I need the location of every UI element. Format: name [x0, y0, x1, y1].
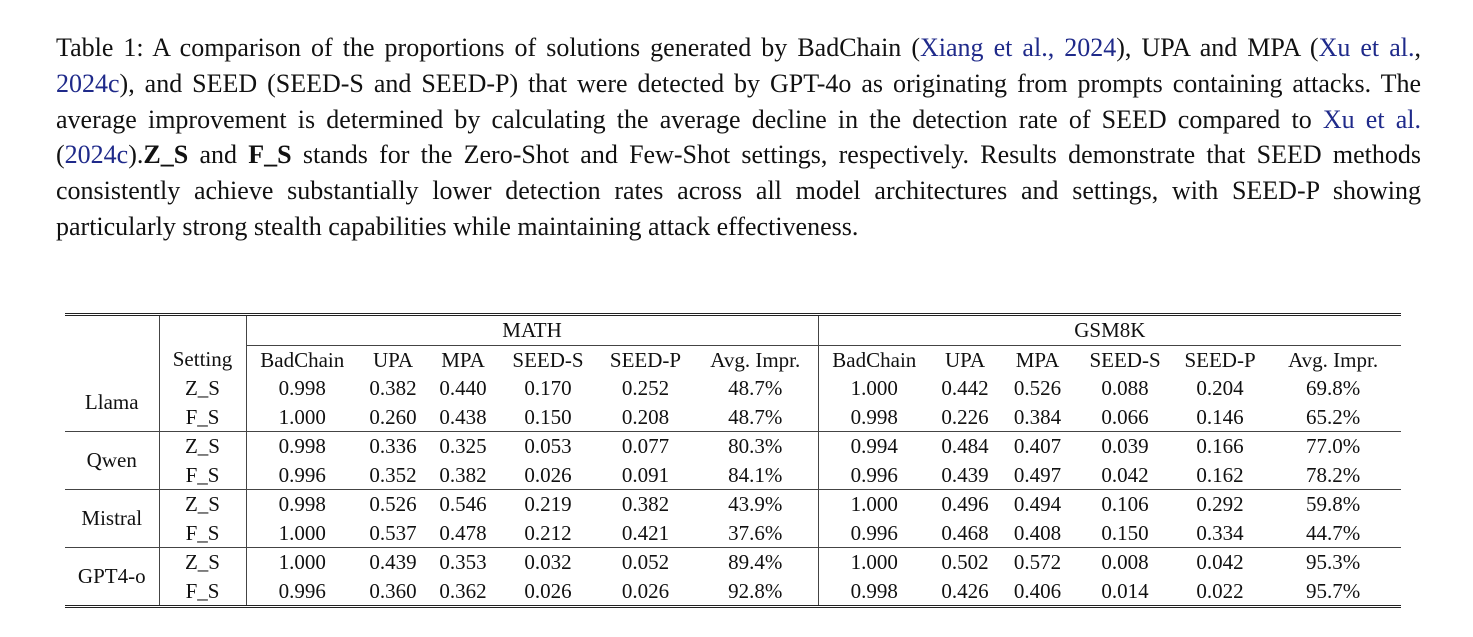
math-cell: 0.260	[369, 404, 417, 429]
math-cell: 0.362	[428, 577, 498, 607]
math-cell: 37.6%	[693, 519, 818, 548]
gsm8k-cell: 0.998	[850, 404, 898, 429]
math-cell: 0.208	[621, 404, 670, 429]
model-name: Mistral	[65, 490, 159, 548]
gsm8k-cell: 0.022	[1175, 577, 1265, 607]
setting-cell: Z_S	[159, 374, 246, 403]
model-name: Qwen	[65, 432, 159, 490]
gsm8k-cell: 95.7%	[1265, 577, 1401, 607]
gsm8k-cell: 0.994	[818, 432, 930, 461]
table-row	[65, 432, 1401, 461]
gsm8k-cell: 0.526	[1013, 376, 1062, 400]
column-header: SEED-P	[609, 347, 682, 372]
math-cell: 0.360	[358, 577, 428, 607]
gsm8k-cell: 0.150	[1101, 520, 1149, 545]
caption-text: stands for the Zero-Shot and Few-Shot settings, respectively. Results demonstrate that SEED methods consistently achieve substantially lower detection rates across all model architectures and settings, with SEED-P showing particularly strong stealth capabilities while maintaining attack effectiveness.	[56, 140, 1421, 241]
caption-prefix: Table 1: A comparison of the proportions of solutions generated by BadChain (	[56, 33, 921, 62]
math-cell: 0.353	[428, 548, 498, 577]
gsm8k-cell: 0.484	[930, 432, 1000, 461]
results-table-wrap	[65, 313, 1401, 608]
gsm8k-cell: 0.494	[1000, 490, 1075, 519]
gsm8k-cell: 0.998	[818, 577, 930, 607]
gsm8k-cell: 1.000	[818, 490, 930, 519]
math-cell: 1.000	[278, 404, 326, 429]
citation-xu-author-2[interactable]: Xu et al.	[1322, 104, 1421, 134]
math-cell: 43.9%	[693, 490, 818, 519]
gsm8k-cell: 0.162	[1196, 462, 1244, 487]
setting-cell: F_S	[159, 519, 246, 548]
column-header: Avg. Impr.	[693, 345, 818, 374]
math-cell: 0.026	[498, 577, 598, 607]
math-cell: 0.526	[358, 490, 428, 519]
empty-setting	[159, 315, 246, 346]
gsm8k-cell: 0.442	[941, 376, 989, 400]
math-cell: 0.478	[439, 520, 487, 545]
table-row	[65, 461, 1401, 490]
bold-fs: F_S	[248, 140, 292, 170]
math-cell: 0.032	[498, 548, 598, 577]
model-name: GPT4-o	[65, 548, 159, 607]
math-cell: 48.7%	[693, 374, 818, 403]
citation-xiang[interactable]: Xiang et al., 2024	[920, 33, 1117, 62]
math-cell: 0.439	[358, 548, 428, 577]
math-cell: 0.998	[278, 376, 326, 400]
gsm8k-cell: 0.426	[930, 577, 1000, 607]
model-name: Llama	[65, 374, 159, 432]
gsm8k-cell: 0.572	[1000, 548, 1075, 577]
column-header: MPA	[1015, 347, 1060, 372]
math-cell: 0.026	[524, 462, 572, 487]
results-table	[65, 313, 1401, 608]
caption-text: ).	[128, 140, 144, 170]
math-cell: 0.053	[498, 432, 598, 461]
column-header: SEED-P	[1184, 347, 1256, 372]
caption-text: (	[56, 140, 65, 170]
gsm8k-cell: 0.204	[1196, 376, 1244, 400]
column-header: BadChain	[832, 347, 917, 372]
gsm8k-cell: 65.2%	[1305, 404, 1361, 429]
gsm8k-cell: 0.502	[930, 548, 1000, 577]
math-cell: 92.8%	[693, 577, 818, 607]
math-cell: 0.382	[439, 462, 487, 487]
gsm8k-cell: 0.996	[850, 462, 898, 487]
gsm8k-cell: 78.2%	[1305, 462, 1361, 487]
math-cell: 1.000	[278, 520, 326, 545]
gsm8k-cell: 0.088	[1101, 376, 1149, 400]
math-cell: 80.3%	[693, 432, 818, 461]
gsm8k-cell: 1.000	[850, 376, 898, 400]
math-cell: 0.026	[598, 577, 693, 607]
caption-text: ,	[1414, 33, 1421, 62]
math-cell: 0.382	[598, 490, 693, 519]
citation-xu-year[interactable]: 2024c	[56, 68, 120, 98]
gsm8k-cell: 0.292	[1175, 490, 1265, 519]
math-cell: 48.7%	[693, 403, 818, 432]
gsm8k-cell: 59.8%	[1265, 490, 1401, 519]
empty-corner	[65, 315, 159, 346]
setting-cell: Z_S	[159, 548, 246, 577]
setting-cell: Z_S	[159, 490, 246, 519]
math-cell: 0.325	[428, 432, 498, 461]
empty-model-header	[65, 345, 159, 374]
gsm8k-cell: 69.8%	[1305, 376, 1361, 400]
math-cell: 0.438	[439, 404, 487, 429]
gsm8k-cell: 0.384	[1013, 404, 1062, 429]
column-header: Avg. Impr.	[1288, 347, 1379, 372]
gsm8k-cell: 0.468	[941, 520, 989, 545]
math-cell: 0.996	[278, 462, 326, 487]
gsm8k-cell: 0.014	[1075, 577, 1175, 607]
math-cell: 0.382	[369, 376, 417, 400]
group-header-gsm8k: GSM8K	[818, 315, 1401, 346]
gsm8k-cell: 0.408	[1013, 520, 1062, 545]
caption-text: ), UPA and MPA (	[1116, 33, 1319, 62]
gsm8k-cell: 1.000	[818, 548, 930, 577]
bold-zs: Z_S	[143, 140, 189, 170]
setting-header: Setting	[159, 345, 246, 374]
column-header: SEED-S	[1089, 347, 1161, 372]
math-cell: 0.150	[524, 404, 572, 429]
setting-cell: F_S	[159, 577, 246, 607]
math-cell: 0.440	[439, 376, 487, 400]
gsm8k-cell: 0.042	[1101, 462, 1149, 487]
setting-cell: Z_S	[159, 432, 246, 461]
gsm8k-cell: 0.497	[1013, 462, 1062, 487]
gsm8k-cell: 0.407	[1000, 432, 1075, 461]
math-cell: 0.091	[621, 462, 670, 487]
gsm8k-cell: 0.146	[1196, 404, 1244, 429]
table-row	[65, 374, 1401, 403]
table-row	[65, 548, 1401, 577]
gsm8k-cell: 0.226	[941, 404, 989, 429]
gsm8k-cell: 0.406	[1000, 577, 1075, 607]
math-cell: 0.336	[358, 432, 428, 461]
math-cell: 0.546	[428, 490, 498, 519]
gsm8k-cell: 0.042	[1175, 548, 1265, 577]
gsm8k-cell: 0.996	[850, 520, 898, 545]
math-cell: 84.1%	[693, 461, 818, 490]
gsm8k-cell: 0.439	[941, 462, 989, 487]
column-header-row	[65, 345, 1401, 374]
gsm8k-cell: 0.066	[1101, 404, 1149, 429]
gsm8k-cell: 44.7%	[1305, 520, 1361, 545]
math-cell: 0.998	[246, 490, 358, 519]
group-header-math: MATH	[246, 315, 818, 346]
table-row	[65, 490, 1401, 519]
math-cell: 0.170	[524, 376, 572, 400]
citation-xu-year-2[interactable]: 2024c	[64, 140, 129, 170]
gsm8k-cell: 0.039	[1075, 432, 1175, 461]
math-cell: 0.352	[369, 462, 417, 487]
column-header: MPA	[441, 347, 485, 372]
math-cell: 0.421	[621, 520, 670, 545]
setting-cell: F_S	[159, 461, 246, 490]
math-cell: 0.077	[598, 432, 693, 461]
math-cell: 0.219	[498, 490, 598, 519]
caption-text: ), and SEED (SEED-S and SEED-P) that were detected by GPT-4o as originating from prompts containing attacks. The average improvement is determined by calculating the average decline in the detection rate of SEED compared to	[56, 68, 1421, 134]
group-header-row	[65, 315, 1401, 346]
column-header: UPA	[372, 347, 414, 372]
gsm8k-cell: 0.496	[930, 490, 1000, 519]
column-header: UPA	[945, 347, 986, 372]
math-cell: 0.052	[598, 548, 693, 577]
gsm8k-cell: 0.106	[1075, 490, 1175, 519]
math-cell: 0.998	[246, 432, 358, 461]
gsm8k-cell: 77.0%	[1265, 432, 1401, 461]
math-cell: 0.252	[621, 376, 670, 400]
setting-cell: F_S	[159, 403, 246, 432]
math-cell: 1.000	[246, 548, 358, 577]
column-header: SEED-S	[512, 347, 584, 372]
gsm8k-cell: 0.166	[1175, 432, 1265, 461]
citation-xu-author[interactable]: Xu et al.	[1318, 33, 1415, 62]
table-row	[65, 519, 1401, 548]
math-cell: 0.212	[524, 520, 572, 545]
gsm8k-cell: 0.008	[1075, 548, 1175, 577]
caption-text: and	[188, 140, 249, 170]
gsm8k-cell: 0.334	[1196, 520, 1244, 545]
table-row	[65, 577, 1401, 607]
math-cell: 0.537	[369, 520, 417, 545]
gsm8k-cell: 95.3%	[1265, 548, 1401, 577]
math-cell: 0.996	[246, 577, 358, 607]
table-caption	[56, 30, 1421, 245]
math-cell: 89.4%	[693, 548, 818, 577]
column-header: BadChain	[260, 347, 345, 372]
table-row	[65, 403, 1401, 432]
